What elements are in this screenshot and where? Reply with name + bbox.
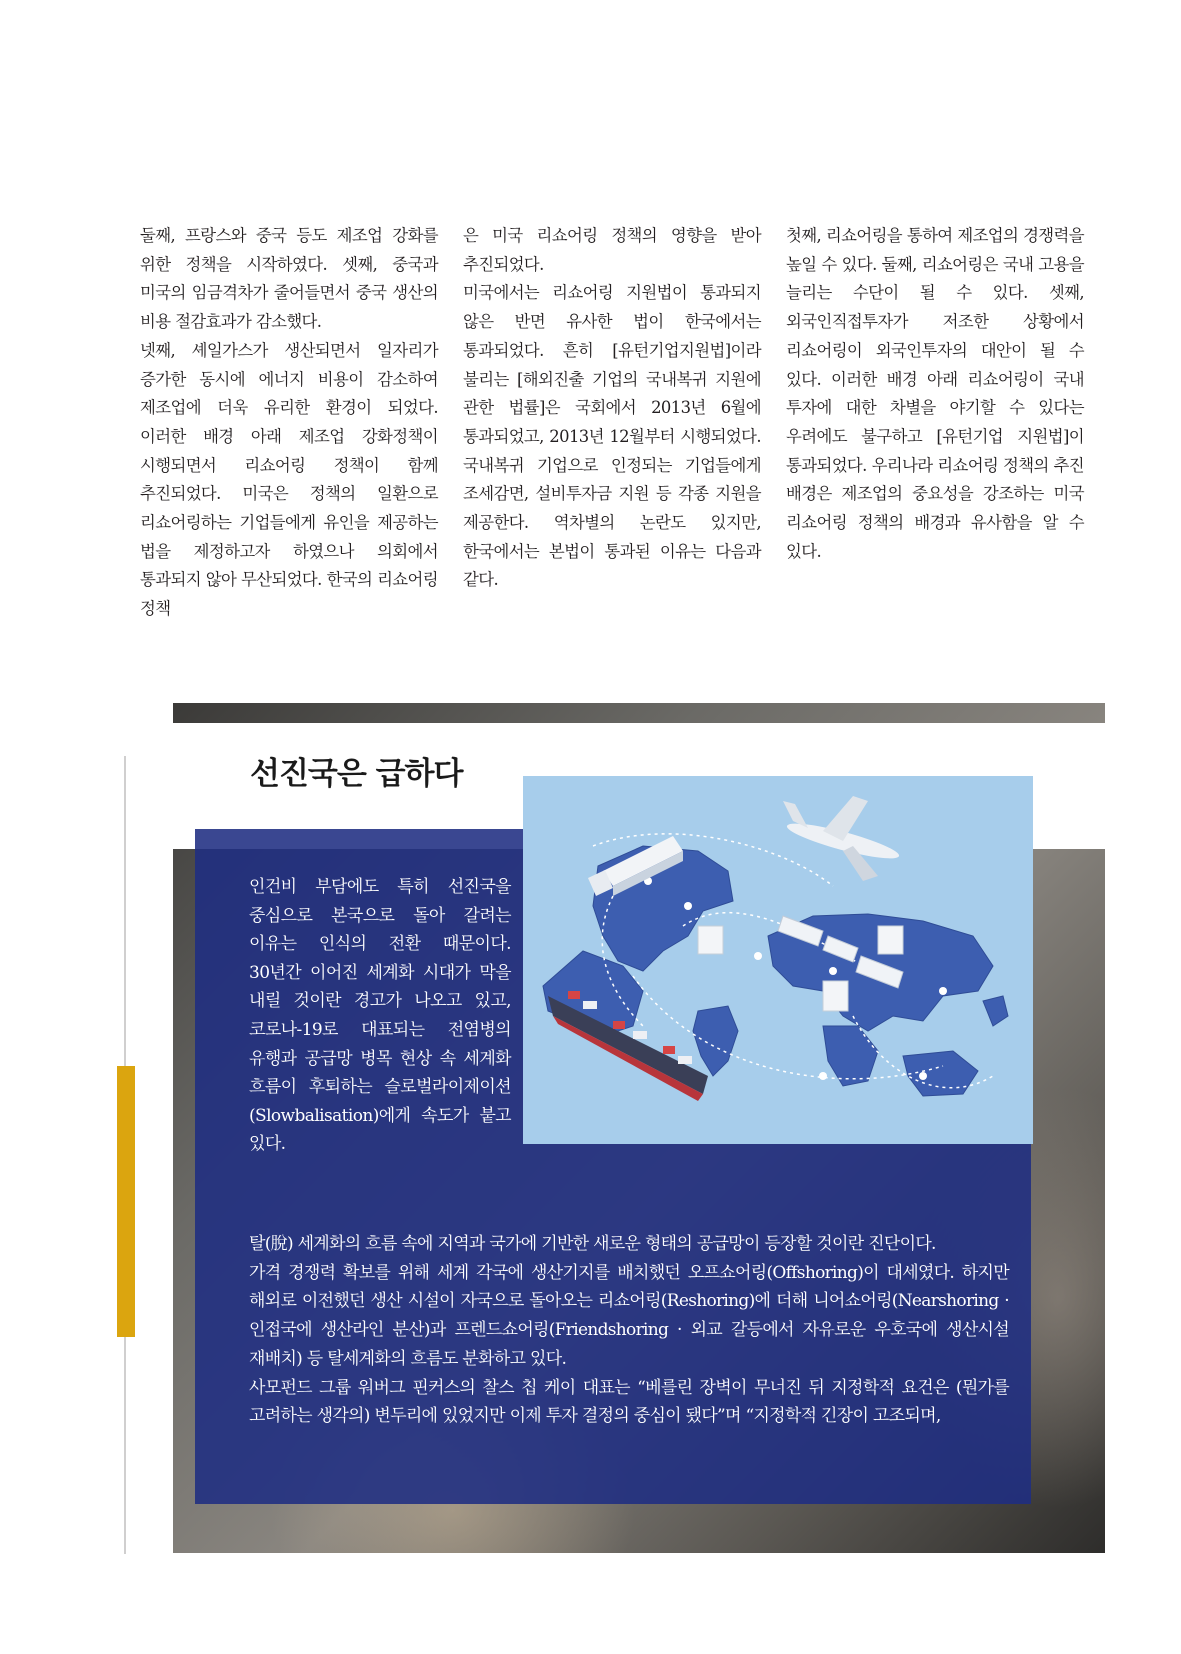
paragraph: 가격 경쟁력 확보를 위해 세계 각국에 생산기지를 배치했던 오프쇼어링(Offshoring)이 대세였다. 하지만 해외로 이전했던 생산 시설이 자국으로 돌아오는 리쇼어링(Reshoring)에 더해 니어쇼어링(Nearshoring · 인접국에 생산라인 분산)과 프렌드쇼어링(Friendshoring · 외교 갈등에서 자유로운 우호국에 생산시설 재배치) 등 탈세계화의 흐름도 분화하고 있다.	[249, 1262, 1009, 1369]
world-map-icon	[523, 776, 1033, 1144]
feature-box	[173, 703, 1105, 1553]
text-column-2	[463, 222, 761, 595]
world-map-illustration	[523, 776, 1033, 1144]
airplane-icon	[783, 796, 901, 881]
feature-title: 선진국은 급하다	[250, 756, 463, 792]
paragraph: 넷째, 셰일가스가 생산되면서 일자리가 증가한 동시에 에너지 비용이 감소하여 제조업에 더욱 유리한 환경이 되었다. 이러한 배경 아래 제조업 강화정책이 시행되면서 리쇼어링 정책이 함께 추진되었다. 미국은 정책의 일환으로 리쇼어링하는 기업들에게 유인을 제공하는 법을 제정하고자 하였으나 의회에서 통과되지 않아 무산되었다. 한국의 리쇼어링 정책	[140, 340, 438, 619]
paragraph: 탈(脫) 세계화의 흐름 속에 지역과 국가에 기반한 새로운 형태의 공급망이 등장할 것이란 진단이다.	[249, 1234, 936, 1254]
paragraph: 첫째, 리쇼어링을 통하여 제조업의 경쟁력을 높일 수 있다. 둘째, 리쇼어링은 국내 고용을 늘리는 수단이 될 수 있다. 셋째, 외국인직접투자가 저조한 상황에서 리쇼어링이 외국인투자의 대안이 될 수 있다. 이러한 배경 아래 리쇼어링이 국내 투자에 대한 차별을 야기할 수 있다는 우려에도 불구하고 [유턴기업 지원법]이 통과되었다. 우리나라 리쇼어링 정책의 추진 배경은 제조업의 중요성을 강조하는 미국 리쇼어링 정책의 배경과 유사함을 알 수 있다.	[786, 226, 1084, 561]
feature-intro: 인건비 부담에도 특히 선진국을 중심으로 본국으로 돌아 갈려는 이유는 인식의 전환 때문이다. 30년간 이어진 세계화 시대가 막을 내릴 것이란 경고가 나오고 있고, 코로나-19로 대표되는 전염병의 유행과 공급망 병목 현상 속 세계화 흐름이 후퇴하는 슬로벌라이제이션(Slowbalisation)에게 속도가 붙고 있다.	[249, 877, 511, 1155]
paragraph: 둘째, 프랑스와 중국 등도 제조업 강화를 위한 정책을 시작하였다. 셋째, 중국과 미국의 임금격차가 줄어들면서 중국 생산의 비용 절감효과가 감소했다.	[140, 226, 438, 332]
text-column-1	[140, 222, 438, 624]
feature-body	[249, 1230, 1009, 1431]
paragraph: 사모펀드 그룹 워버그 핀커스의 찰스 칩 케이 대표는 “베를린 장벽이 무너진 뒤 지정학적 요건은 (뭔가를 고려하는 생각의) 변두리에 있었지만 이제 투자 결정의 중심이 됐다”며 “지정학적 긴장이 고조되며,	[249, 1377, 1009, 1427]
paragraph: 은 미국 리쇼어링 정책의 영향을 받아 추진되었다.	[463, 226, 761, 274]
text-column-3	[786, 222, 1084, 566]
yellow-accent-bar	[117, 1066, 135, 1337]
paragraph: 미국에서는 리쇼어링 지원법이 통과되지 않은 반면 유사한 법이 한국에서는 통과되었다. 흔히 [유턴기업지원법]이라 불리는 [해외진출 기업의 국내복귀 지원에 관한 법률]은 국회에서 2013년 6월에 통과되었고, 2013년 12월부터 시행되었다. 국내복귀 기업으로 인정되는 기업들에게 조세감면, 설비투자금 지원 등 각종 지원을 제공한다. 역차별의 논란도 있지만, 한국에서는 본법이 통과된 이유는 다음과 같다.	[463, 283, 761, 590]
